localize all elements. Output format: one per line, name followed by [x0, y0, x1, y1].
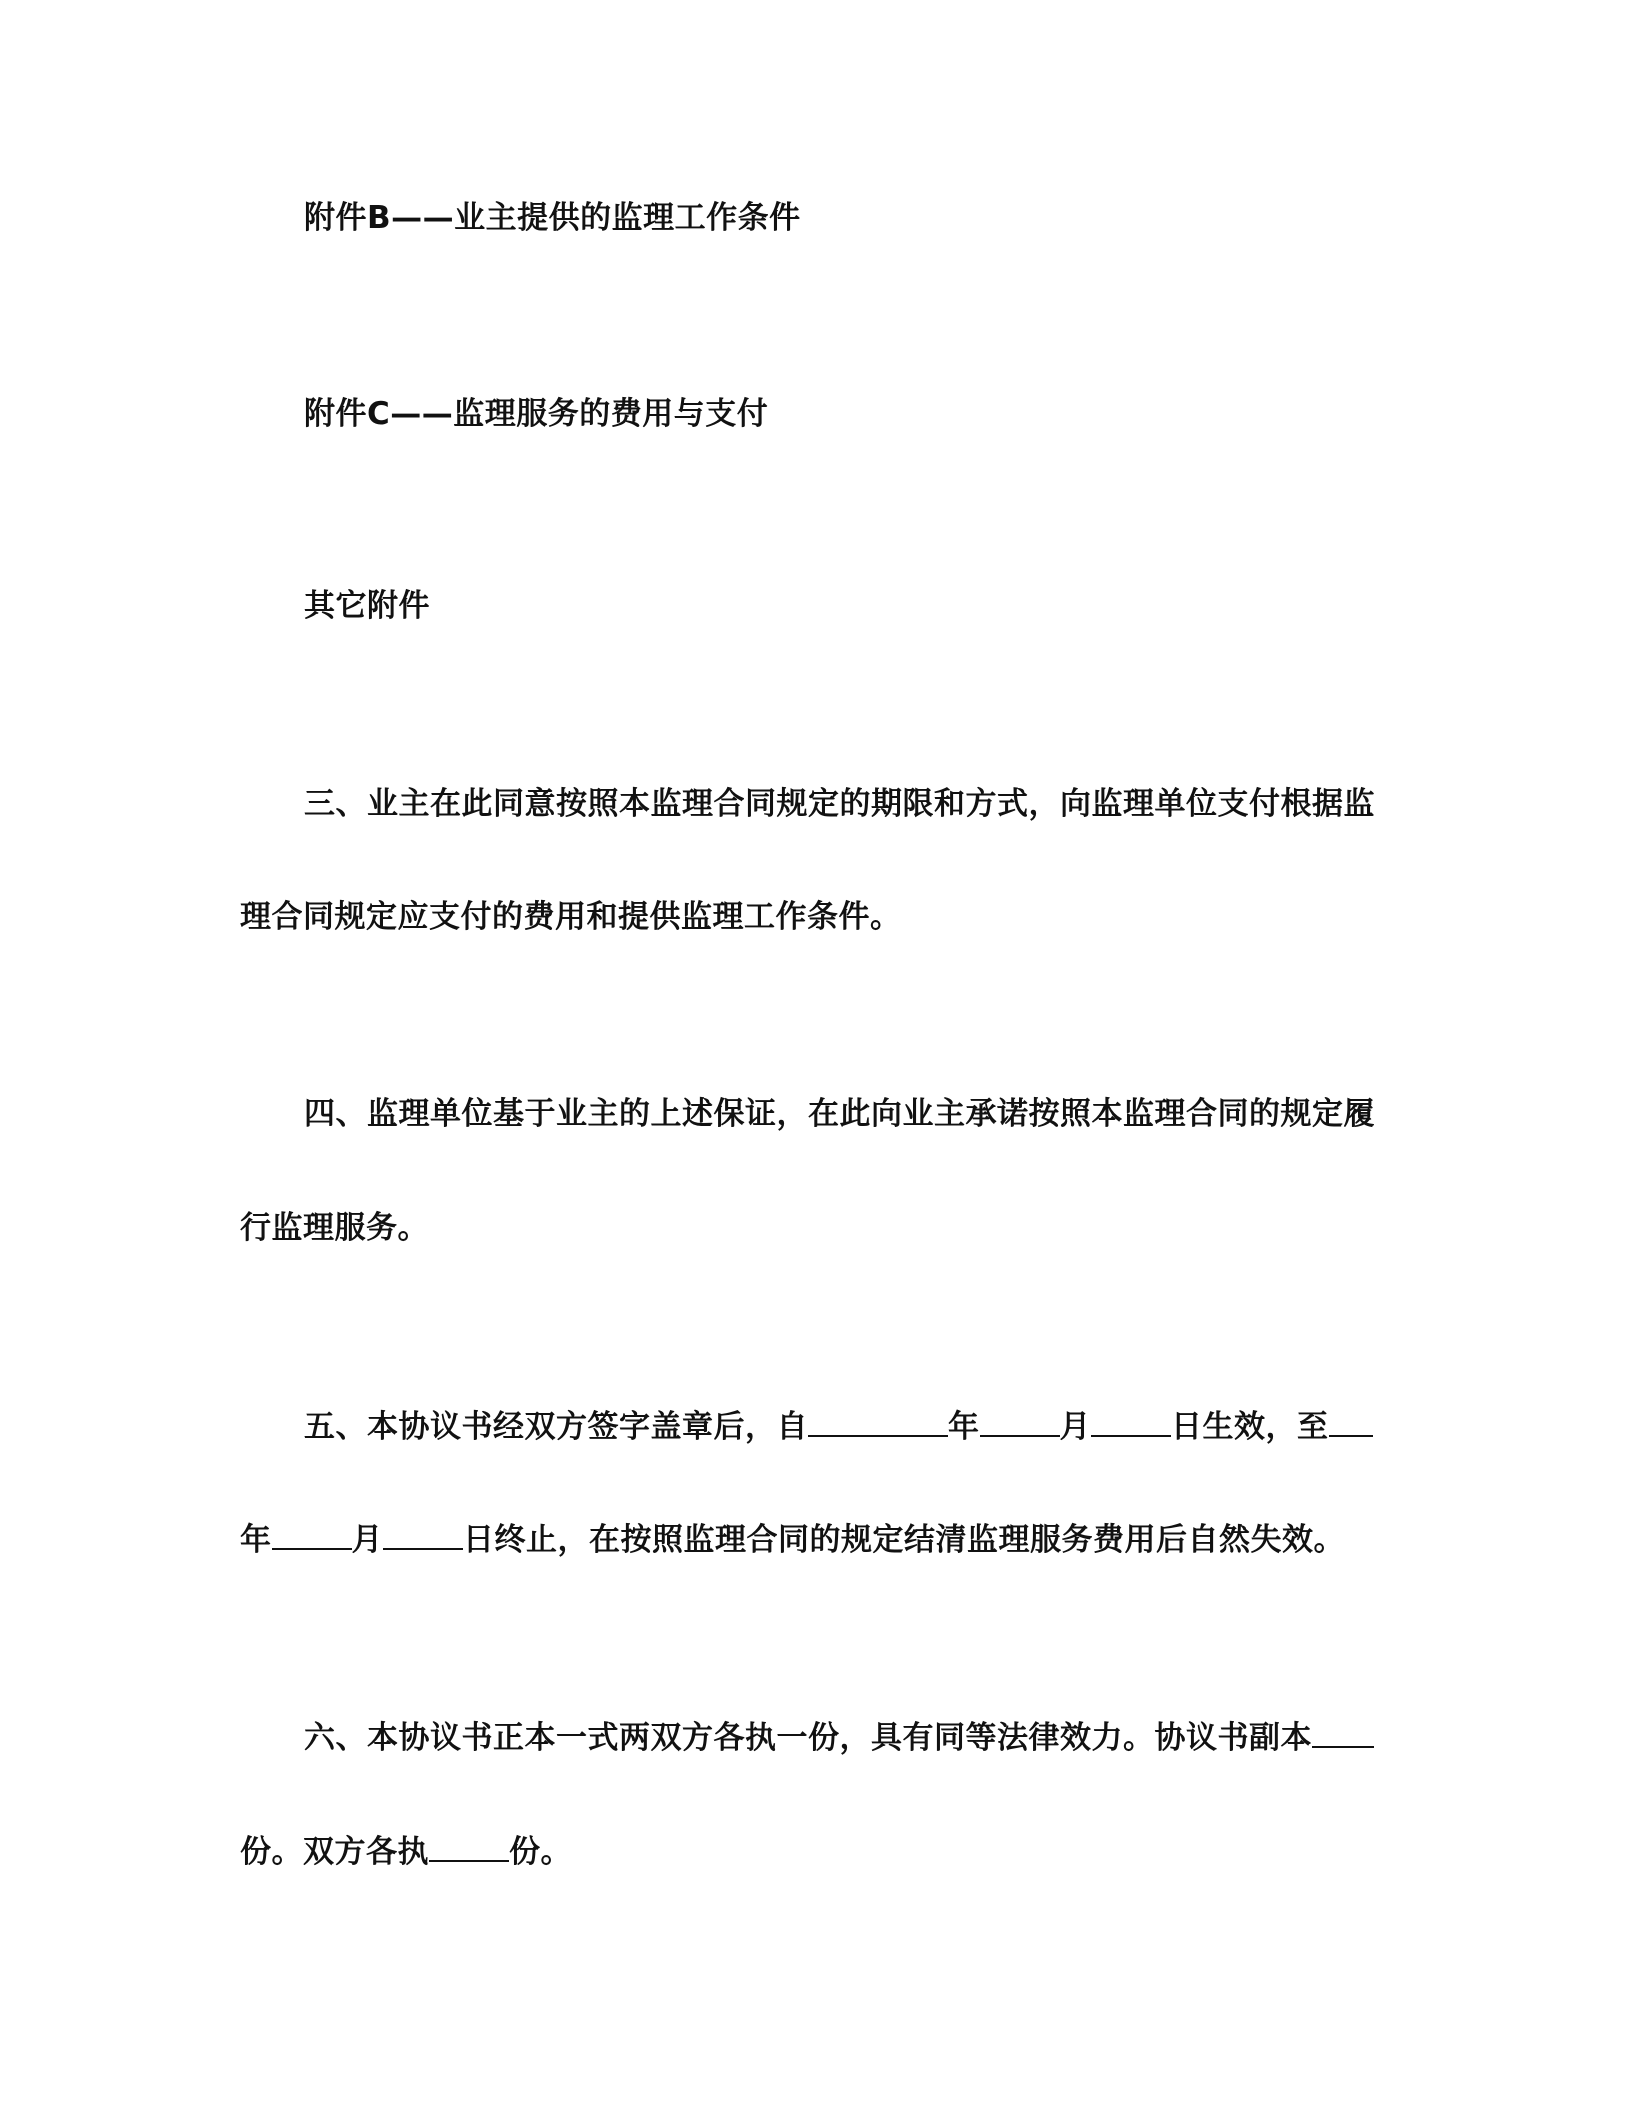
start-day-blank[interactable]: [1091, 1405, 1171, 1437]
attachment-b-line: 附件B——业主提供的监理工作条件: [304, 200, 801, 236]
clause-3-line-1: 三、业主在此同意按照本监理合同规定的期限和方式，向监理单位支付根据监: [304, 786, 1375, 822]
termination-text: 日终止，在按照监理合同的规定结清监理服务费用后自然失效。: [463, 1522, 1345, 1558]
clause-6-text: 六、本协议书正本一式两双方各执一份，具有同等法律效力。协议书副本: [304, 1720, 1312, 1756]
copies-text-1: 份。双方各执: [240, 1834, 429, 1870]
clause-4-line-1: 四、监理单位基于业主的上述保证，在此向业主承诺按照本监理合同的规定履: [304, 1096, 1375, 1132]
clause-3-line-2: 理合同规定应支付的费用和提供监理工作条件。: [240, 899, 902, 935]
end-month-blank[interactable]: [272, 1518, 352, 1550]
start-month-blank[interactable]: [980, 1405, 1060, 1437]
year-label: 年: [948, 1409, 980, 1445]
clause-6-line-2: [240, 1830, 572, 1872]
end-year-label: 年: [240, 1522, 272, 1558]
effective-text: 日生效，至: [1171, 1409, 1329, 1445]
end-month-label: 月: [351, 1522, 383, 1558]
copies-count-blank[interactable]: [1312, 1716, 1374, 1748]
each-party-copies-blank[interactable]: [429, 1830, 509, 1862]
clause-4-line-2: 行监理服务。: [240, 1210, 429, 1246]
clause-5-text-intro: 五、本协议书经双方签字盖章后，自: [304, 1409, 808, 1445]
other-attachments-line: 其它附件: [304, 588, 430, 624]
month-label: 月: [1059, 1409, 1091, 1445]
copies-text-2: 份。: [509, 1834, 572, 1870]
clause-5-line-1: [304, 1405, 1373, 1447]
end-day-blank[interactable]: [383, 1518, 463, 1550]
end-year-blank-part[interactable]: [1329, 1405, 1373, 1437]
start-year-blank[interactable]: [808, 1405, 948, 1437]
clause-6-line-1: [304, 1716, 1374, 1758]
attachment-c-line: 附件C——监理服务的费用与支付: [304, 396, 769, 432]
clause-5-line-2: [240, 1518, 1345, 1560]
